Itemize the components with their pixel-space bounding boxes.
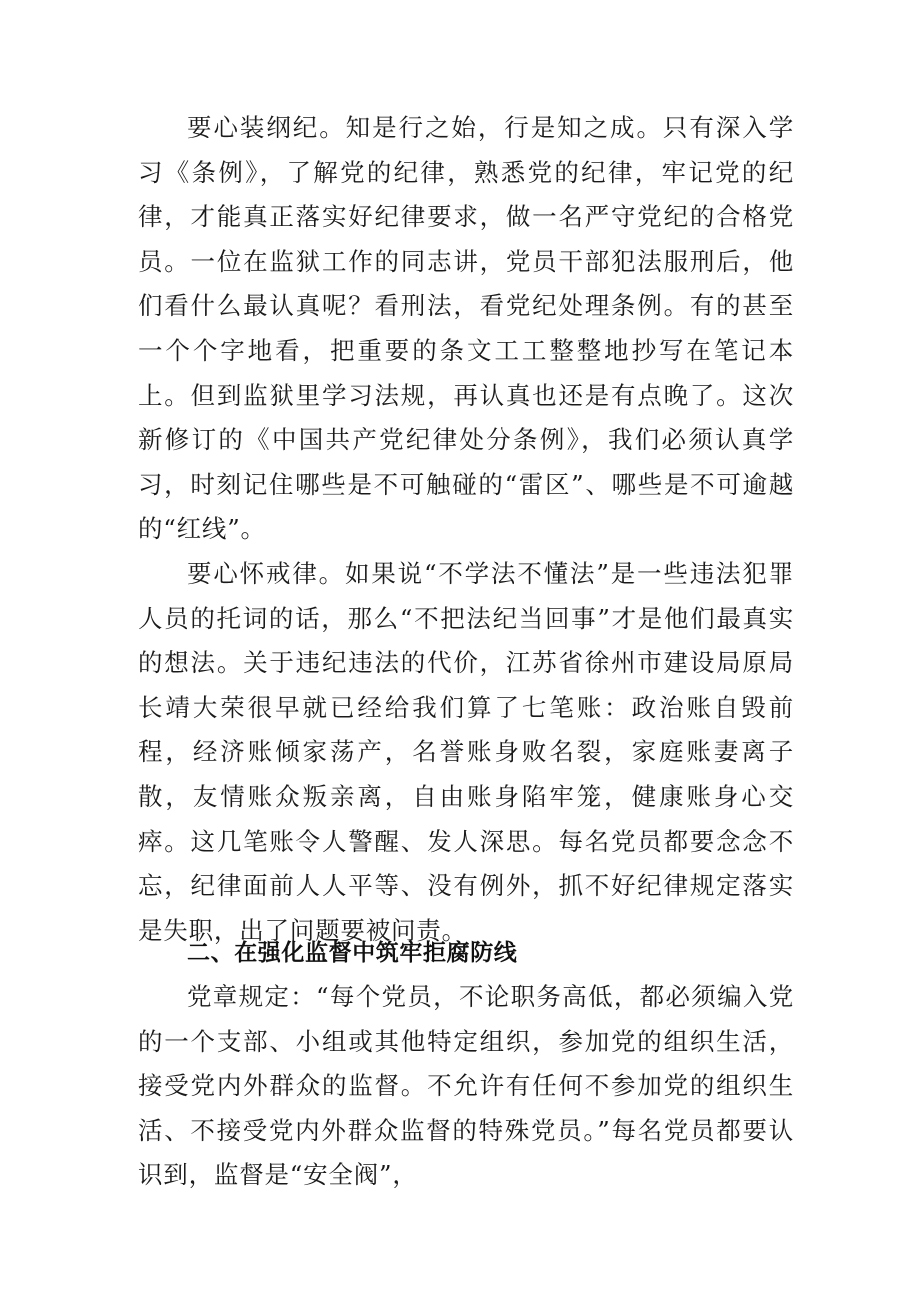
paragraph-discipline-awe: 要心怀戒律。如果说“不学法不懂法”是一些违法犯罪人员的托词的话，那么“不把法纪当回事”才是他们最真实的想法。关于违纪违法的代价，江苏省徐州市建设局原局长靖大荣很早就已经给我们算了七笔账：政治账自毁前程，经济账倾家荡产，名誉账身败名裂，家庭账妻离子散，友情账众叛亲离，自由账身陷牢笼，健康账身心交瘁。这几笔账令人警醒、发人深思。每名党员都要念念不忘，纪律面前人人平等、没有例外，抓不好纪律规定落实是失职，出了问题要被问责。 (138, 559, 794, 945)
paragraph-discipline-study: 要心装纲纪。知是行之始，行是知之成。只有深入学习《条例》，了解党的纪律，熟悉党的纪律，牢记党的纪律，才能真正落实好纪律要求，做一名严守党纪的合格党员。一位在监狱工作的同志讲，党员干部犯法服刑后，他们看什么最认真呢？看刑法，看党纪处理条例。有的甚至一个个字地看，把重要的条文工工整整地抄写在笔记本上。但到监狱里学习法规，再认真也还是有点晚了。这次新修订的《中国共产党纪律处分条例》，我们必须认真学习，时刻记住哪些是不可触碰的“雷区”、哪些是不可逾越的“红线”。 (138, 113, 794, 544)
section-heading: 二、在强化监督中筑牢拒腐防线 (187, 940, 518, 966)
paragraph-party-constitution: 党章规定：“每个党员，不论职务高低，都必须编入党的一个支部、小组或其他特定组织，参加党的组织生活，接受党内外群众的监督。不允许有任何不参加党的组织生活、不接受党内外群众监督的特殊党员。”每名党员都要认识到，监督是“安全阀”， (138, 982, 794, 1190)
